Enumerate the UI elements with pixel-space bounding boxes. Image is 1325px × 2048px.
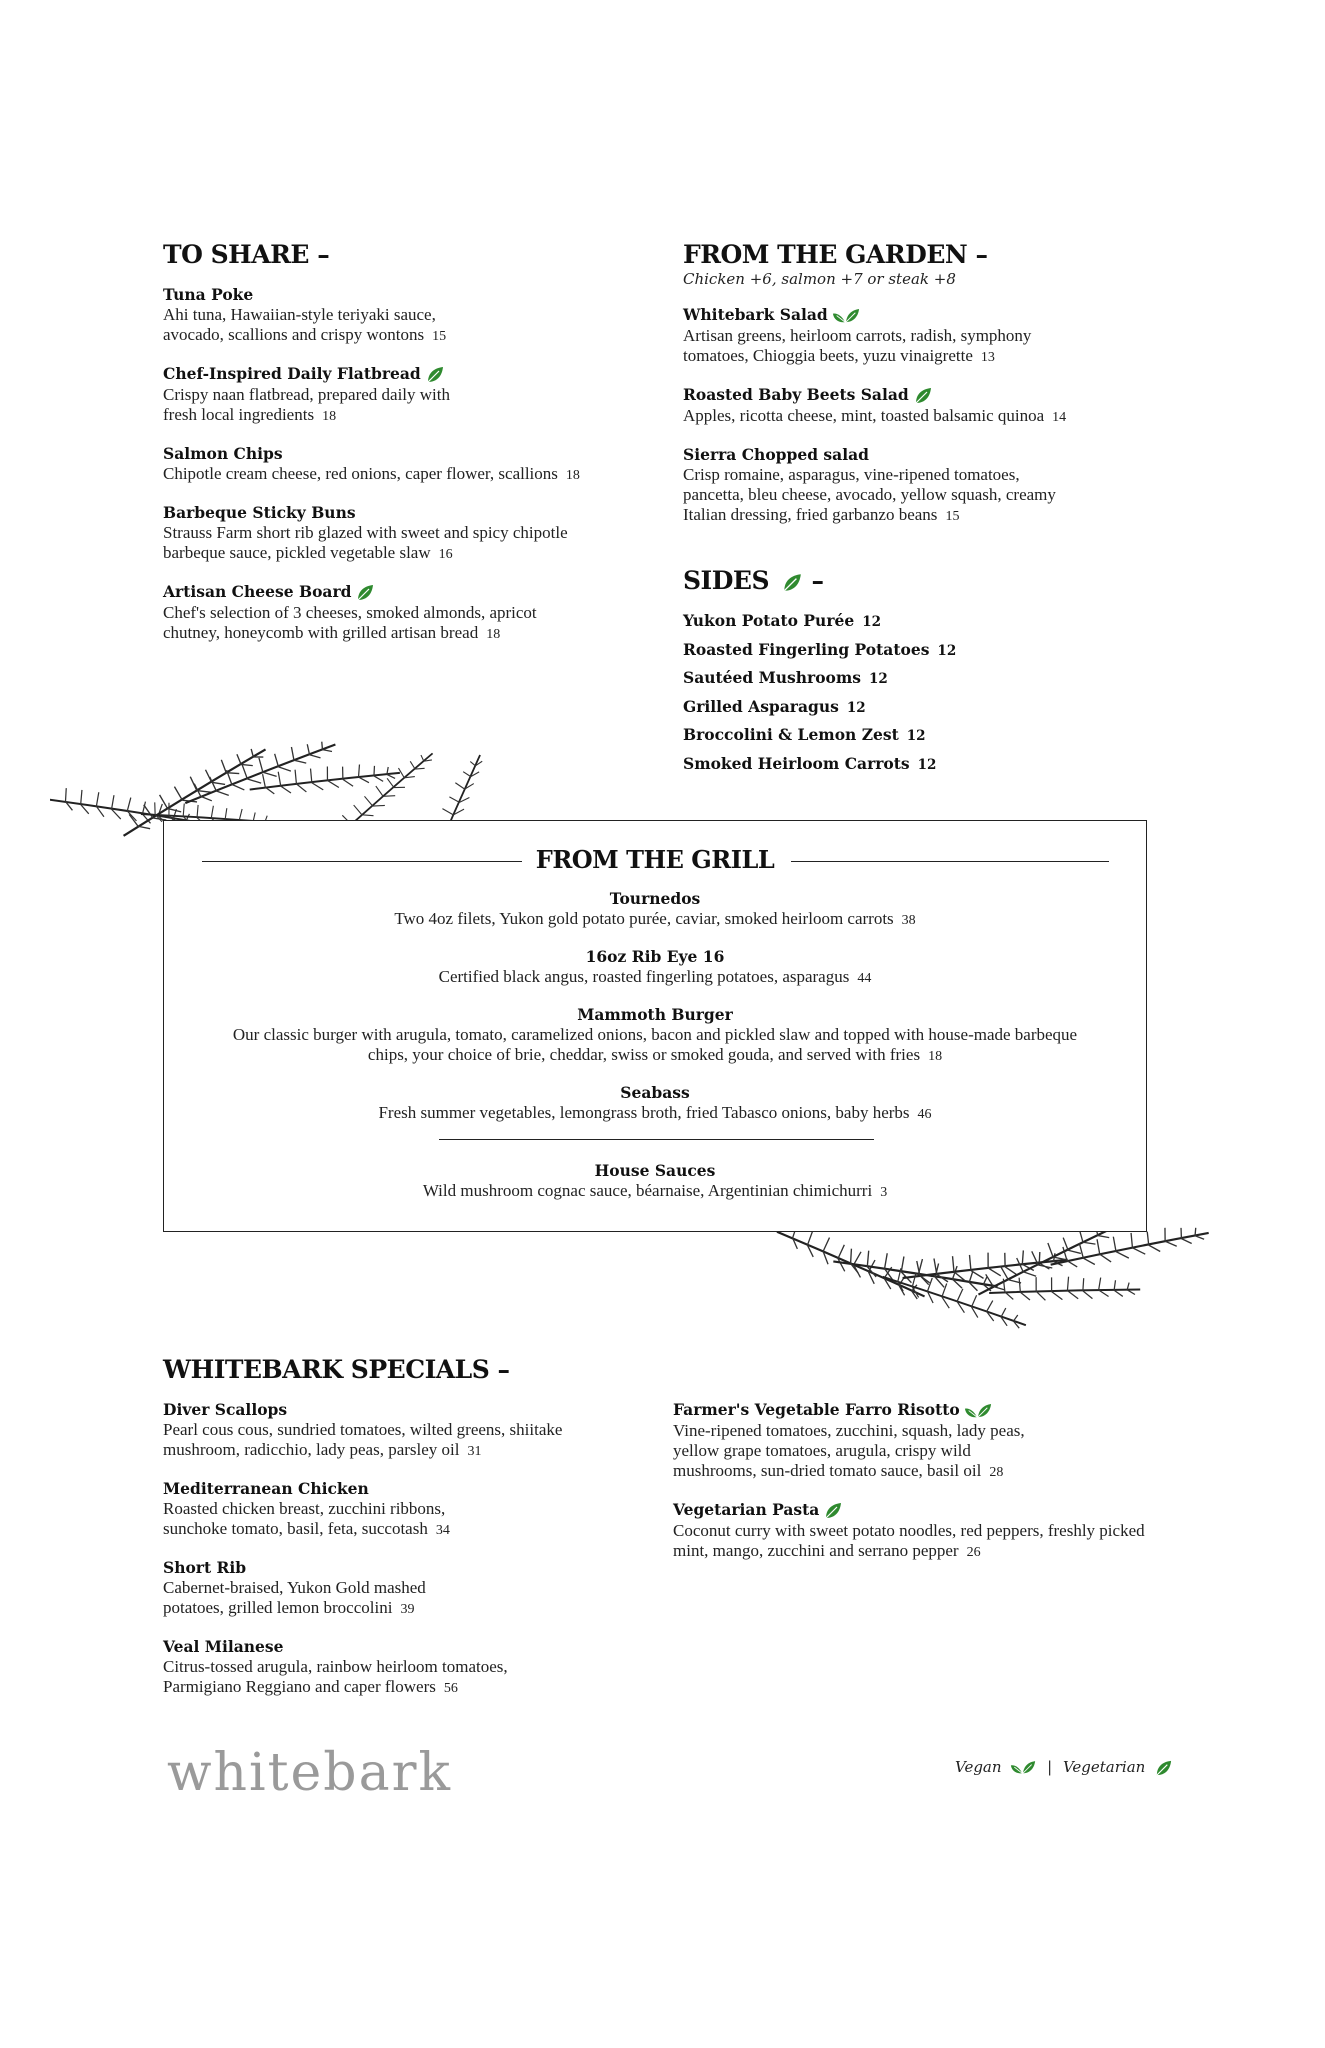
- item-desc: Strauss Farm short rib glazed with sweet and spicy chipotle barbeque sauce, pickled vegetable slaw: [163, 523, 568, 562]
- grill-list: [164, 889, 1146, 1141]
- vegetarian-leaf-icon: [913, 386, 933, 406]
- item-name: Veal Milanese: [163, 1637, 284, 1656]
- vegetarian-leaf-icon: [823, 1501, 843, 1521]
- item-price: 18: [928, 1049, 943, 1064]
- item-name: Mammoth Burger: [577, 1005, 733, 1024]
- item-price: 39: [400, 1602, 415, 1617]
- item-name: House Sauces: [594, 1161, 716, 1180]
- item-price: 13: [980, 349, 995, 365]
- specials-left-list: [163, 1400, 633, 1716]
- item-price: 12: [862, 614, 882, 630]
- item-desc: Wild mushroom cognac sauce, béarnaise, Argentinian chimichurri: [422, 1181, 873, 1200]
- item-name: Salmon Chips: [163, 444, 283, 463]
- side-item: Sautéed Mushrooms 12: [683, 668, 888, 687]
- item-desc: Ahi tuna, Hawaiian-style teriyaki sauce, avocado, scallions and crispy wontons: [163, 305, 436, 344]
- item-price: 38: [901, 913, 916, 928]
- garden-subtitle: Chicken +6, salmon +7 or steak +8: [683, 270, 956, 288]
- side-item: Smoked Heirloom Carrots 12: [683, 753, 937, 773]
- item-desc: Roasted chicken breast, zucchini ribbons, sunchoke tomato, basil, feta, succotash: [163, 1499, 446, 1538]
- item-price: 12: [906, 728, 926, 744]
- whitebark-logo: whitebark: [167, 1743, 452, 1803]
- legend-vegan-label: Vegan: [955, 1758, 1002, 1776]
- grill-title: FROM THE GRILL: [526, 845, 784, 874]
- vegetarian-leaf-icon: [425, 365, 445, 385]
- item-price: 3: [880, 1185, 888, 1200]
- menu-item: [673, 1500, 1163, 1563]
- menu-item: [163, 1637, 633, 1699]
- sides-title-dash: –: [811, 566, 824, 595]
- sides-title: [683, 566, 823, 595]
- grill-title-wrap: [164, 845, 1146, 874]
- item-desc: Cabernet-braised, Yukon Gold mashed potatoes, grilled lemon broccolini: [163, 1578, 426, 1617]
- side-item: Broccolini & Lemon Zest 12: [683, 725, 926, 744]
- sides-title-text: SIDES: [683, 566, 770, 595]
- menu-item: [673, 1400, 1163, 1483]
- to-share-title: TO SHARE –: [163, 240, 330, 269]
- item-price: 18: [486, 627, 501, 642]
- item-price: 12: [846, 699, 866, 716]
- menu-item: [163, 503, 663, 565]
- item-desc: Vine-ripened tomatoes, zucchini, squash, lady peas, yellow grape tomatoes, arugula, crispy wild mushrooms, sun-dried tomato sauce, basil oil: [673, 1420, 1025, 1480]
- item-name: Seabass: [620, 1083, 690, 1102]
- menu-item: [163, 1479, 633, 1541]
- item-name: Mediterranean Chicken: [163, 1479, 369, 1498]
- item-desc: Crispy naan flatbread, prepared daily with fresh local ingredients: [163, 385, 451, 424]
- item-name: Farmer's Vegetable Farro Risotto: [673, 1400, 960, 1419]
- side-item: Grilled Asparagus 12: [683, 696, 866, 716]
- grill-item: [164, 947, 1146, 989]
- specials-right-list: [673, 1400, 1163, 1580]
- item-desc: Artisan greens, heirloom carrots, radish, symphony tomatoes, Chioggia beets, yuzu vinaigrette: [683, 325, 1032, 365]
- garden-list: [683, 305, 1163, 544]
- item-price: 15: [432, 329, 447, 344]
- grill-item: [164, 889, 1146, 931]
- item-price: 31: [467, 1444, 482, 1459]
- legend-separator: |: [1047, 1758, 1053, 1776]
- specials-title: WHITEBARK SPECIALS –: [163, 1355, 510, 1384]
- item-desc: Two 4oz filets, Yukon gold potato purée, caviar, smoked heirloom carrots: [394, 909, 894, 928]
- item-desc: Chef's selection of 3 cheeses, smoked almonds, apricot chutney, honeycomb with grilled artisan bread: [163, 603, 537, 642]
- menu-item: [683, 385, 1163, 428]
- item-price: 28: [989, 1464, 1004, 1480]
- menu-item: [683, 305, 1163, 368]
- vegan-leaf-icon: [1010, 1759, 1036, 1777]
- vegetarian-leaf-icon: [355, 583, 375, 603]
- house-sauces: [164, 1161, 1146, 1203]
- grill-item: [164, 1083, 1146, 1125]
- item-name: Artisan Cheese Board: [163, 582, 352, 601]
- vegetarian-leaf-icon: [1154, 1759, 1173, 1778]
- diet-legend: [955, 1758, 1173, 1778]
- menu-item: [163, 364, 663, 427]
- side-item: Yukon Potato Purée 12: [683, 611, 882, 630]
- menu-item: [163, 1558, 633, 1620]
- vegan-leaf-icon: [832, 307, 860, 326]
- item-price: 14: [1052, 409, 1067, 425]
- item-desc: Apples, ricotta cheese, mint, toasted balsamic quinoa: [683, 405, 1045, 425]
- garden-title: FROM THE GARDEN –: [683, 240, 988, 269]
- item-price: 12: [869, 671, 888, 687]
- side-item: Roasted Fingerling Potatoes 12: [683, 639, 957, 659]
- item-name: Chef-Inspired Daily Flatbread: [163, 364, 421, 383]
- item-name: Short Rib: [163, 1558, 247, 1577]
- menu-item: [163, 285, 663, 347]
- grill-item: [164, 1005, 1146, 1067]
- legend-vegetarian-label: Vegetarian: [1062, 1758, 1146, 1776]
- menu-item: [163, 444, 663, 486]
- item-name: Tournedos: [609, 889, 701, 908]
- item-desc: Our classic burger with arugula, tomato, caramelized onions, bacon and pickled slaw and topped with house-made barbeque chips, your choice of brie, cheddar, swiss or smoked gouda, and served with fries: [232, 1025, 1078, 1064]
- item-name: Roasted Baby Beets Salad: [683, 384, 909, 404]
- item-name: Barbeque Sticky Buns: [163, 503, 356, 522]
- item-desc: Pearl cous cous, sundried tomatoes, wilted greens, shiitake mushroom, radicchio, lady peas, parsley oil: [163, 1420, 563, 1459]
- item-name: Diver Scallops: [163, 1400, 288, 1419]
- item-desc: Citrus-tossed arugula, rainbow heirloom tomatoes, Parmigiano Reggiano and caper flowers: [163, 1657, 508, 1696]
- item-price: 34: [435, 1523, 450, 1538]
- item-price: 26: [966, 1544, 981, 1560]
- grill-divider: [439, 1139, 874, 1140]
- item-desc: Fresh summer vegetables, lemongrass broth, fried Tabasco onions, baby herbs: [378, 1103, 910, 1122]
- item-price: 12: [937, 642, 957, 659]
- item-price: 46: [917, 1107, 932, 1122]
- item-price: 12: [917, 756, 937, 773]
- item-name: Sierra Chopped salad: [683, 444, 869, 464]
- menu-item: [163, 582, 663, 645]
- item-name: Tuna Poke: [163, 285, 254, 304]
- item-price: 18: [565, 468, 580, 483]
- menu-item: [683, 445, 1163, 527]
- item-name: Whitebark Salad: [683, 305, 828, 324]
- item-price: 18: [322, 409, 337, 424]
- menu-item: [163, 1400, 633, 1462]
- grill-section: [163, 820, 1147, 1232]
- item-desc: Certified black angus, roasted fingerling potatoes, asparagus: [438, 967, 850, 986]
- item-price: 56: [443, 1681, 458, 1696]
- item-desc: Coconut curry with sweet potato noodles, red peppers, freshly picked mint, mango, zucchini and serrano pepper: [673, 1520, 1145, 1560]
- item-price: 16: [438, 547, 453, 562]
- item-desc: Chipotle cream cheese, red onions, caper flower, scallions: [163, 464, 558, 483]
- vegan-leaf-icon: [964, 1402, 992, 1421]
- item-name: Vegetarian Pasta: [673, 1499, 820, 1519]
- item-name: 16oz Rib Eye 16: [585, 947, 725, 966]
- item-desc: Crisp romaine, asparagus, vine-ripened tomatoes, pancetta, bleu cheese, avocado, yellow squash, creamy Italian dressing, fried garbanzo beans: [683, 464, 1056, 524]
- sides-list: [683, 611, 1083, 782]
- vegetarian-leaf-icon: [781, 572, 803, 594]
- grill-title-rule-right: [791, 861, 1109, 862]
- to-share-list: [163, 285, 663, 662]
- item-price: 44: [857, 971, 872, 986]
- item-price: 15: [945, 508, 960, 524]
